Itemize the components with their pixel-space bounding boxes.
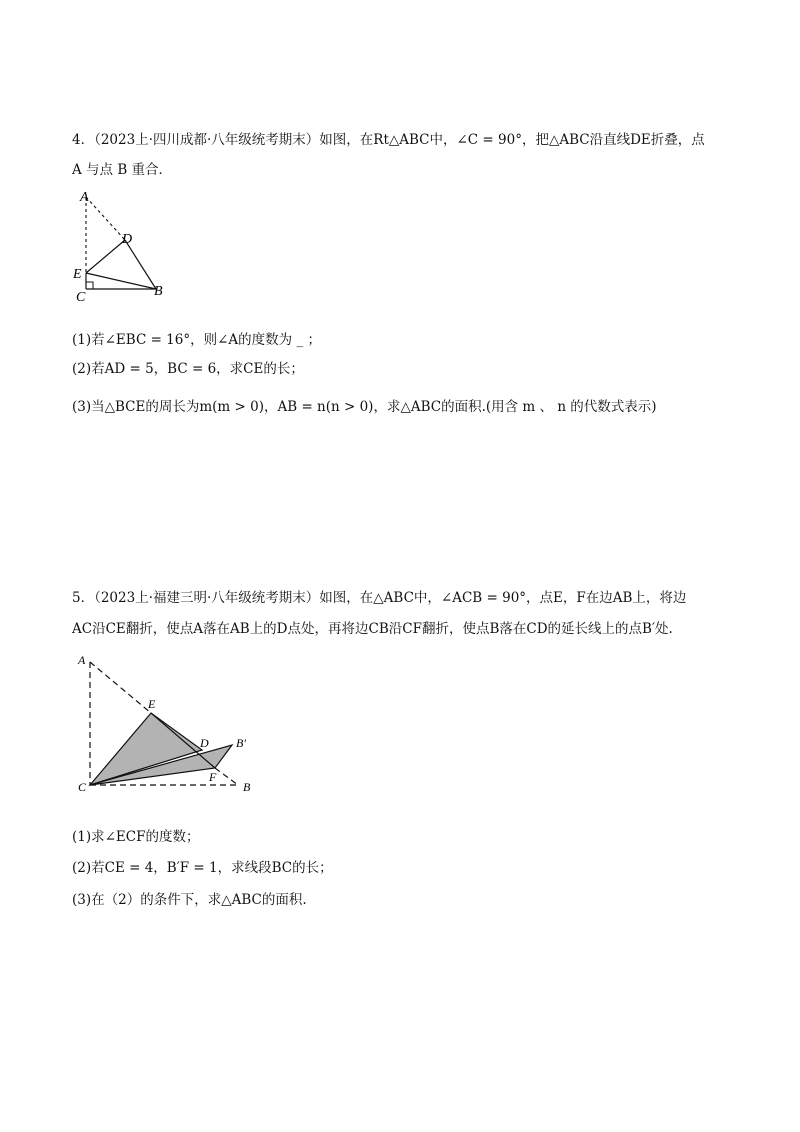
segment-AD — [86, 197, 125, 240]
label-E: E — [73, 267, 82, 282]
problem-5-question-3: (3)在（2）的条件下，求△ABC的面积. — [72, 892, 307, 908]
segment-EB — [86, 273, 156, 289]
problem-5-header-cont: AC沿CE翻折，使点A落在AB上的D点处，再将边CB沿CF翻折，使点B落在CD的延长线上的点B′处. — [72, 621, 673, 637]
label-C: C — [76, 290, 86, 305]
segment-AE — [90, 662, 151, 713]
problem-5-question-2: (2)若CE = 4，B′F = 1，求线段BC的长； — [72, 860, 333, 876]
label-F: F — [209, 770, 217, 784]
problem-4-figure — [70, 185, 190, 305]
problem-5-question-1: (1)求∠ECF的度数； — [72, 829, 200, 845]
problem-4-header: 4．（2023上·四川成都·八年级统考期末）如图，在Rt△ABC中，∠C = 90°，把△ABC沿直线DE折叠，点 — [72, 132, 705, 148]
label-B: B — [154, 284, 163, 299]
label-A: A — [78, 653, 86, 667]
label-E: E — [148, 697, 156, 711]
problem-4-header-cont: A 与点 B 重合． — [72, 162, 173, 178]
problem-4-question-2: (2)若AD = 5，BC = 6，求CE的长； — [72, 361, 304, 377]
label-B-prime: B′ — [236, 736, 246, 750]
problem-4-question-3: (3)当△BCE的周长为m(m > 0)，AB = n(n > 0)，求△ABC的面积.(用含 m 、 n 的代数式表示) — [72, 399, 657, 415]
problem-4-question-1: (1)若∠EBC = 16°，则∠A的度数为 _ ； — [72, 332, 322, 348]
problem-5-figure — [70, 650, 270, 800]
label-C: C — [78, 780, 87, 794]
right-angle-mark — [86, 282, 93, 289]
label-B: B — [243, 780, 251, 794]
segment-ED — [86, 240, 125, 273]
segment-FB — [215, 768, 238, 785]
problem-5-header: 5．（2023上·福建三明·八年级统考期末）如图，在△ABC中，∠ACB = 90°，点E，F在边AB上，将边 — [72, 590, 687, 606]
segment-DB — [125, 240, 156, 289]
label-A: A — [80, 190, 89, 205]
label-D: D — [200, 736, 209, 750]
label-D: D — [122, 232, 133, 247]
